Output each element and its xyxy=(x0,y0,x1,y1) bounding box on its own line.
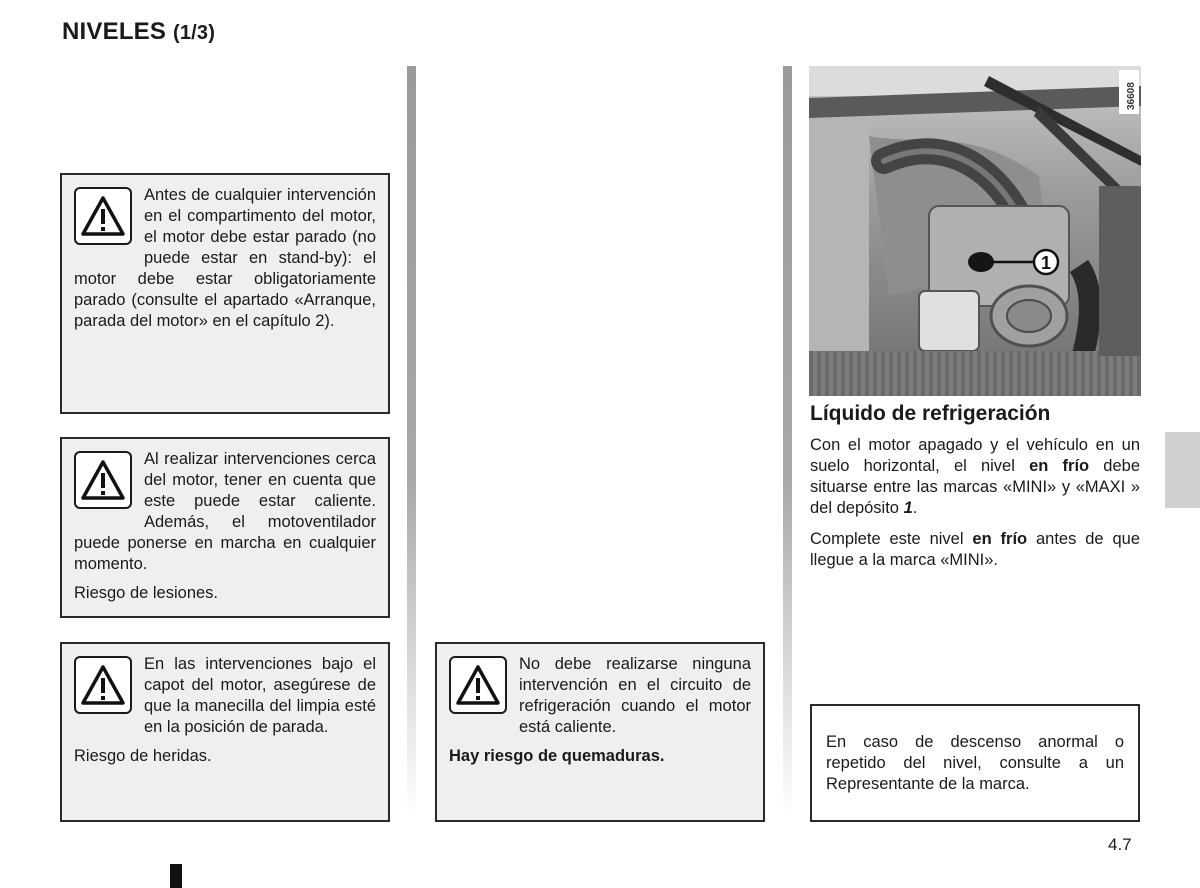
photo-callout-label: 1 xyxy=(1040,253,1052,273)
warning-text: Al realizar intervenciones cerca del motor, tener en cuenta que este puede estar caliente. Además, el motoventilador puede ponerse en marcha en cualquier momento. xyxy=(74,450,376,573)
warning-risk: Riesgo de lesiones. xyxy=(74,584,219,602)
coolant-paragraph-topup xyxy=(810,529,1140,571)
text-run-bold-italic: 1 xyxy=(903,499,913,517)
column-divider-left xyxy=(407,66,416,818)
warning-box-cooling-circuit xyxy=(435,642,765,822)
warning-triangle-icon xyxy=(74,656,132,714)
warning-risk: Hay riesgo de quemaduras. xyxy=(449,747,665,765)
text-run: debe situarse entre las marcas «MINI» y «MAXI » del depósito xyxy=(810,457,1141,517)
note-text: En caso de descenso anormal o repetido del nivel, consulte a un Representante de la marca. xyxy=(826,733,1124,793)
page-number: 4.7 xyxy=(1108,835,1132,854)
warning-text: En las intervenciones bajo el capot del motor, asegúrese de que la manecilla del limpia esté en la posición de parada. xyxy=(144,655,376,736)
text-run-bold: en frío xyxy=(1029,457,1090,475)
page-title-sub: (1/3) xyxy=(172,22,216,44)
warning-text: Antes de cualquier intervención en el compartimento del motor, el motor debe estar parado (no puede estar en stand-by): el motor debe estar obligatoriamente parado (consulte el apartado «Arranque, parada del motor» en el capítulo 2). xyxy=(74,186,376,330)
engine-bay-photo xyxy=(809,66,1141,396)
coolant-description xyxy=(810,435,1140,581)
warning-triangle-icon xyxy=(74,451,132,509)
column-divider-right xyxy=(783,66,792,818)
warning-risk: Riesgo de heridas. xyxy=(74,747,212,765)
chapter-side-tab xyxy=(1165,432,1200,508)
warning-box-engine-stop xyxy=(60,173,390,414)
note-box-abnormal-level xyxy=(810,704,1140,822)
warning-triangle-icon xyxy=(74,187,132,245)
section-heading-coolant: Líquido de refrigeración xyxy=(810,402,1051,425)
warning-text: No debe realizarse ninguna intervención en el circuito de refrigeración cuando el motor está caliente. xyxy=(519,655,751,736)
text-run-bold: en frío xyxy=(972,530,1028,548)
photo-ref-code: 36608 xyxy=(1126,82,1137,110)
warning-box-wiper xyxy=(60,642,390,822)
text-run: Complete este nivel xyxy=(810,530,973,548)
warning-box-hot-engine xyxy=(60,437,390,618)
page-title-main: NIVELES xyxy=(62,18,167,45)
print-crop-mark xyxy=(170,864,182,888)
text-run: antes de que llegue a la marca «MINI». xyxy=(810,530,1140,569)
text-run: . xyxy=(912,499,918,517)
page-title xyxy=(62,18,215,46)
warning-triangle-icon xyxy=(449,656,507,714)
text-run: Con el motor apagado y el vehículo en un suelo horizontal, el nivel xyxy=(810,436,1140,475)
coolant-paragraph-level xyxy=(810,435,1140,519)
